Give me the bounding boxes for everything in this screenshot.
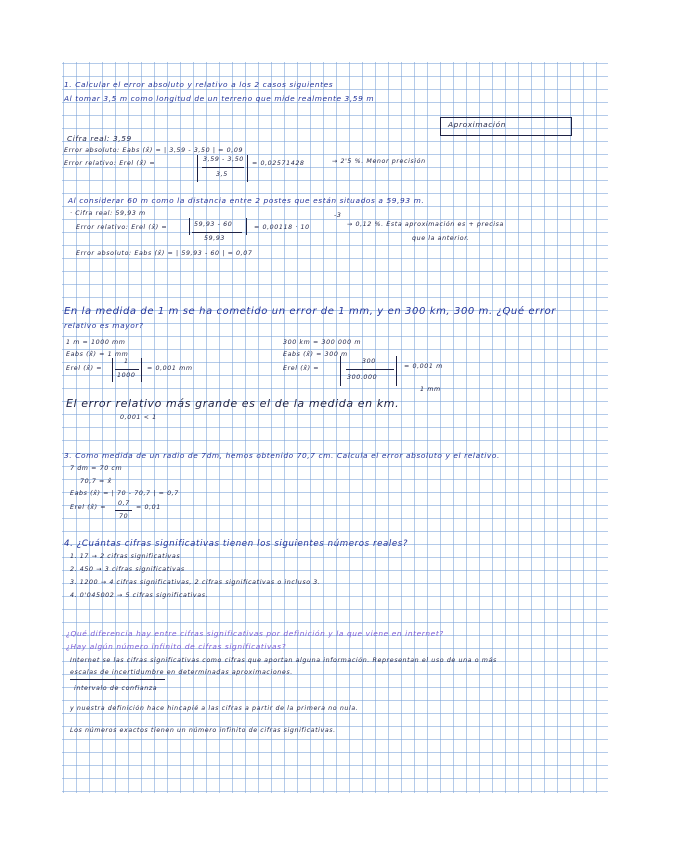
fraction-line-4 (346, 369, 394, 370)
problem4-l4-den: 70 (119, 513, 129, 520)
problem1-title-line2: Al tomar 3,5 m como longitud de un terreno que mide realmente 3,59 m (64, 94, 375, 103)
answer-underline (70, 679, 165, 680)
problem5-item-1: 1. 17 → 2 cifras significativas (70, 553, 181, 560)
problem2-relative-result: = 0,00118 · 10 (254, 224, 310, 231)
problem5-title: 4. ¿Cuántas cifras significativas tienen los siguientes números reales? (64, 539, 409, 549)
problem3-a3-label: Erel (x̂) = (66, 365, 103, 372)
problem3-b3-den: 300.000 (347, 374, 378, 381)
abs-bar-left (197, 155, 198, 182)
problem4-l4-result: = 0,01 (136, 504, 161, 511)
problem3-title-line1: En la medida de 1 m se ha cometido un error de 1 mm, y en 300 km, 300 m. ¿Qué error (64, 306, 557, 317)
problem2-percent: → 0,12 %. Esta aproximación es + precisa (347, 221, 504, 228)
problem1-fraction-num: 3,59 - 3,50 (203, 156, 244, 163)
problem3-b3-num: 300 (362, 358, 376, 365)
problem2-real-value: · Cifra real: 59,93 m (70, 210, 146, 217)
problem4-l2: 70,7 = x̂ (80, 478, 112, 485)
problem2-exponent: -3 (334, 212, 342, 219)
abs-bar-left-2 (189, 218, 190, 235)
answer-line1: Internet se las cifras significativas como cifras que aportan alguna información. Representan el uso de una o más (70, 657, 497, 664)
top-margin (0, 0, 677, 62)
problem1-title-line1: 1. Calcular el error absoluto y relativo a los 2 casos siguientes (64, 80, 334, 89)
problem1-real-value: Cifra real: 3,59 (67, 134, 132, 143)
problem5-item-2: 2. 450 → 3 cifras significativas (70, 566, 185, 573)
problem2-percent-line2: que la anterior. (412, 235, 470, 242)
problem1-absolute-error: Error absoluto: Eabs (x̂) = | 3,59 - 3,50 | = 0,09 (64, 147, 244, 154)
abs-bar-right-2 (246, 218, 247, 235)
question-line2: ¿Hay algún número infinito de cifras significativas? (66, 642, 287, 651)
problem1-percent: → 2'5 %. Menor precisión (332, 158, 426, 165)
problem3-b3-note: 1 mm (420, 386, 441, 393)
problem3-a2: Eabs (x̂) = 1 mm (66, 351, 129, 358)
problem2-absolute-error: Error absoluto: Eabs (x̂) = | 59,93 - 60 | = 0,07 (76, 250, 253, 257)
problem3-a3-num: 1 (124, 358, 129, 365)
problem4-title: 3. Como medida de un radio de 7dm, hemos obtenido 70,7 cm. Calcula el error absoluto y el relativo. (64, 451, 500, 460)
problem4-l4-num: 0,7 (118, 500, 130, 507)
problem4-l4-label: Erel (x̂) = (70, 504, 107, 511)
fraction-line-2 (192, 232, 242, 233)
abs-bar-right-3 (141, 358, 142, 382)
problem2-title: Al considerar 60 m como la distancia entre 2 postes que están situados a 59,93 m. (68, 196, 425, 205)
problem2-relative-label: Error relativo: Erel (x̂) = (76, 224, 168, 231)
problem4-l1: 7 dm = 70 cm (70, 465, 123, 472)
question-line1: ¿Qué diferencia hay entre cifras significativas por definición y la que viene en internet? (66, 629, 444, 638)
problem5-item-4: 4. 0'045002 → 5 cifras significativas. (70, 592, 209, 599)
abs-bar-right (247, 155, 248, 182)
problem3-b3-result: = 0,001 m (404, 363, 443, 370)
problem3-conclusion2: 0,001 < 1 (120, 414, 157, 421)
abs-bar-left-3 (112, 358, 113, 382)
problem3-title-line2: relativo es mayor? (64, 321, 144, 330)
problem2-fraction-den: 59,93 (204, 235, 226, 242)
problem1-relative-error-label: Error relativo: Erel (x̂) = (64, 160, 156, 167)
problem2-fraction-num: 59,93 - 60 (194, 221, 233, 228)
problem3-b2: Eabs (x̂) = 300 m (283, 351, 348, 358)
fraction-line (202, 167, 244, 168)
problem1-relative-result: = 0,02571428 (252, 160, 305, 167)
aproximacion-label: Aproximación (448, 120, 506, 129)
problem3-b3-label: Erel (x̂) = (283, 365, 320, 372)
right-margin (608, 0, 677, 848)
problem3-a1: 1 m = 1000 mm (66, 339, 126, 346)
problem3-a3-den: 1000 (117, 372, 136, 379)
answer-line2: escalas de incertidumbre en determinadas aproximaciones. (70, 669, 293, 676)
bottom-margin (0, 793, 677, 848)
problem1-fraction-den: 3,5 (216, 171, 228, 178)
abs-bar-right-4 (396, 356, 397, 386)
problem3-b1: 300 km = 300 000 m (283, 339, 362, 346)
problem5-item-3: 3. 1200 → 4 cifras significativas, 2 cifras significativas o incluso 3. (70, 579, 321, 586)
problem3-a3-result: = 0,001 mm (147, 365, 193, 372)
fraction-line-3 (115, 369, 139, 370)
left-margin (0, 0, 62, 848)
fraction-line-5 (115, 510, 132, 511)
problem4-l3: Eabs (x̂) = | 70 - 70,7 | = 0,7 (70, 490, 179, 497)
answer-line3: intervalo de confianza (74, 685, 158, 692)
answer-line5: Los números exactos tienen un número infinito de cifras significativas. (70, 727, 336, 734)
answer-line4: y nuestra definición hace hincapié a las cifras a partir de la primera no nula. (70, 705, 359, 712)
problem3-conclusion: El error relativo más grande es el de la medida en km. (66, 397, 400, 410)
abs-bar-left-4 (340, 356, 341, 386)
